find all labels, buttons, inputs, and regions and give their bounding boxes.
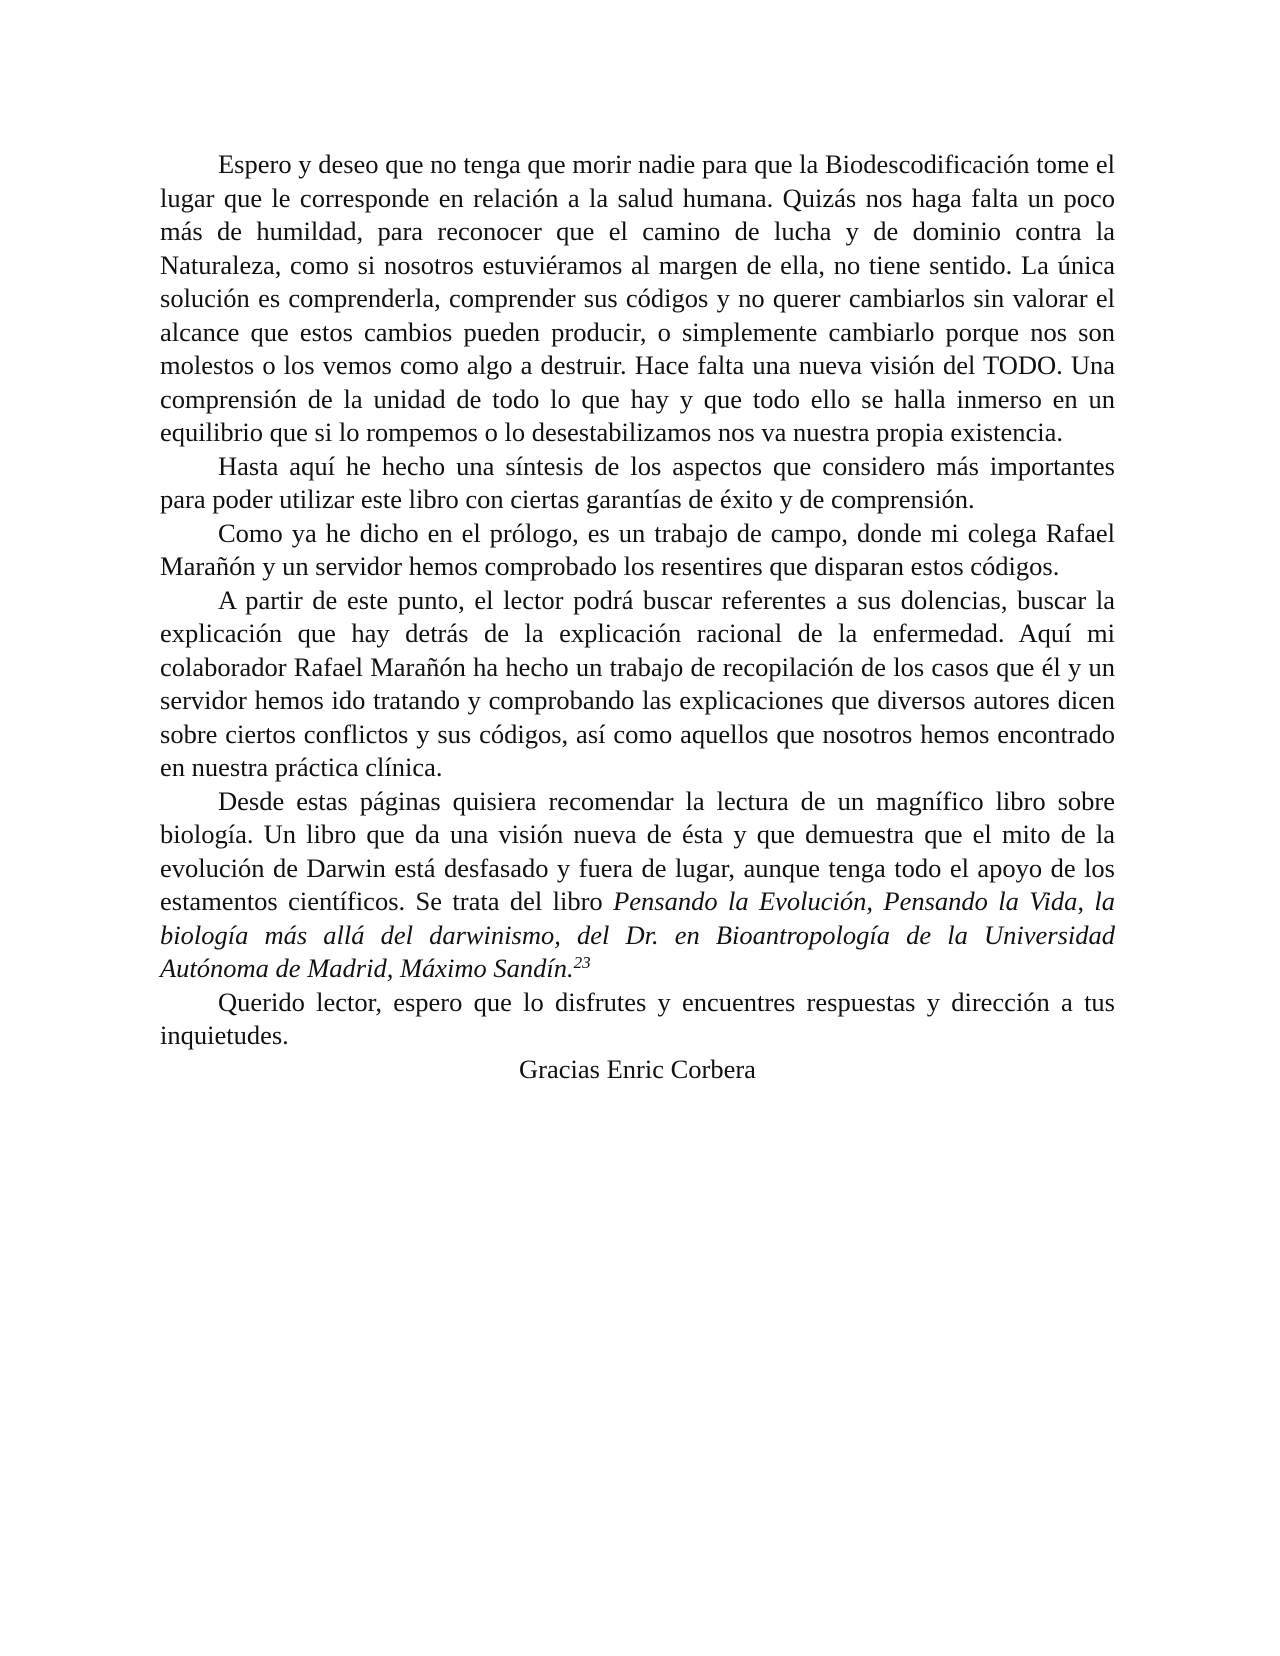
- footnote-marker: 23: [573, 953, 591, 972]
- paragraph-recomendacion-text: Desde estas páginas quisiera recomendar la lectura de un magnífico libro sobre biología. Un libro que da una visión nueva de ésta y que demuestra que el mito de la evolución de Darwin está desfasado y fuera de lugar, aunque tenga todo el apoyo de los estamentos científicos. Se trata del libro: [160, 785, 1115, 916]
- paragraph-sintesis: Hasta aquí he hecho una síntesis de los aspectos que considero más importantes para poder utilizar este libro con ciertas garantías de éxito y de comprensión.: [160, 450, 1115, 514]
- book-title-citation: Pensando la Evolución, Pensando la Vida, la biología más allá del darwinismo, del Dr. en Bioantropología de la Universidad Autónoma de Madrid, Máximo Sandín.: [160, 886, 1115, 983]
- paragraph-biodescodificacion: Espero y deseo que no tenga que morir nadie para que la Biodescodificación tome el lugar que le corresponde en relación a la salud humana. Quizás nos haga falta un poco más de humildad, para reconocer que el camino de lucha y de dominio contra la Naturaleza, como si nosotros estuviéramos al margen de ella, no tiene sentido. La única solución es comprenderla, comprender sus códigos y no querer cambiarlos sin valorar el alcance que estos cambios pueden producir, o simplemente cambiarlo porque nos son molestos o los vemos como algo a destruir. Hace falta una nueva visión del TODO. Una comprensión de la unidad de todo lo que hay y que todo ello se halla inmerso en un equilibrio que si lo rompemos o lo desestabilizamos nos va nuestra propia existencia.: [160, 149, 1115, 447]
- paragraph-recomendacion-libro: [160, 785, 1115, 986]
- paragraph-trabajo-de-campo: Como ya he dicho en el prólogo, es un trabajo de campo, donde mi colega Rafael Marañón y un servidor hemos comprobado los resentires que disparan estos códigos.: [160, 517, 1115, 581]
- paragraph-referentes: A partir de este punto, el lector podrá buscar referentes a sus dolencias, buscar la explicación que hay detrás de la explicación racional de la enfermedad. Aquí mi colaborador Rafael Marañón ha hecho un trabajo de recopilación de los casos que él y un servidor hemos ido tratando y comprobando las explicaciones que diversos autores dicen sobre ciertos conflictos y sus códigos, así como aquellos que nosotros hemos encontrado en nuestra práctica clínica.: [160, 584, 1115, 782]
- signature: Gracias Enric Corbera: [519, 1053, 756, 1084]
- paragraph-querido-lector: Querido lector, espero que lo disfrutes y encuentres respuestas y dirección a tus inquietudes.: [160, 986, 1115, 1050]
- document-page: [160, 148, 1115, 1086]
